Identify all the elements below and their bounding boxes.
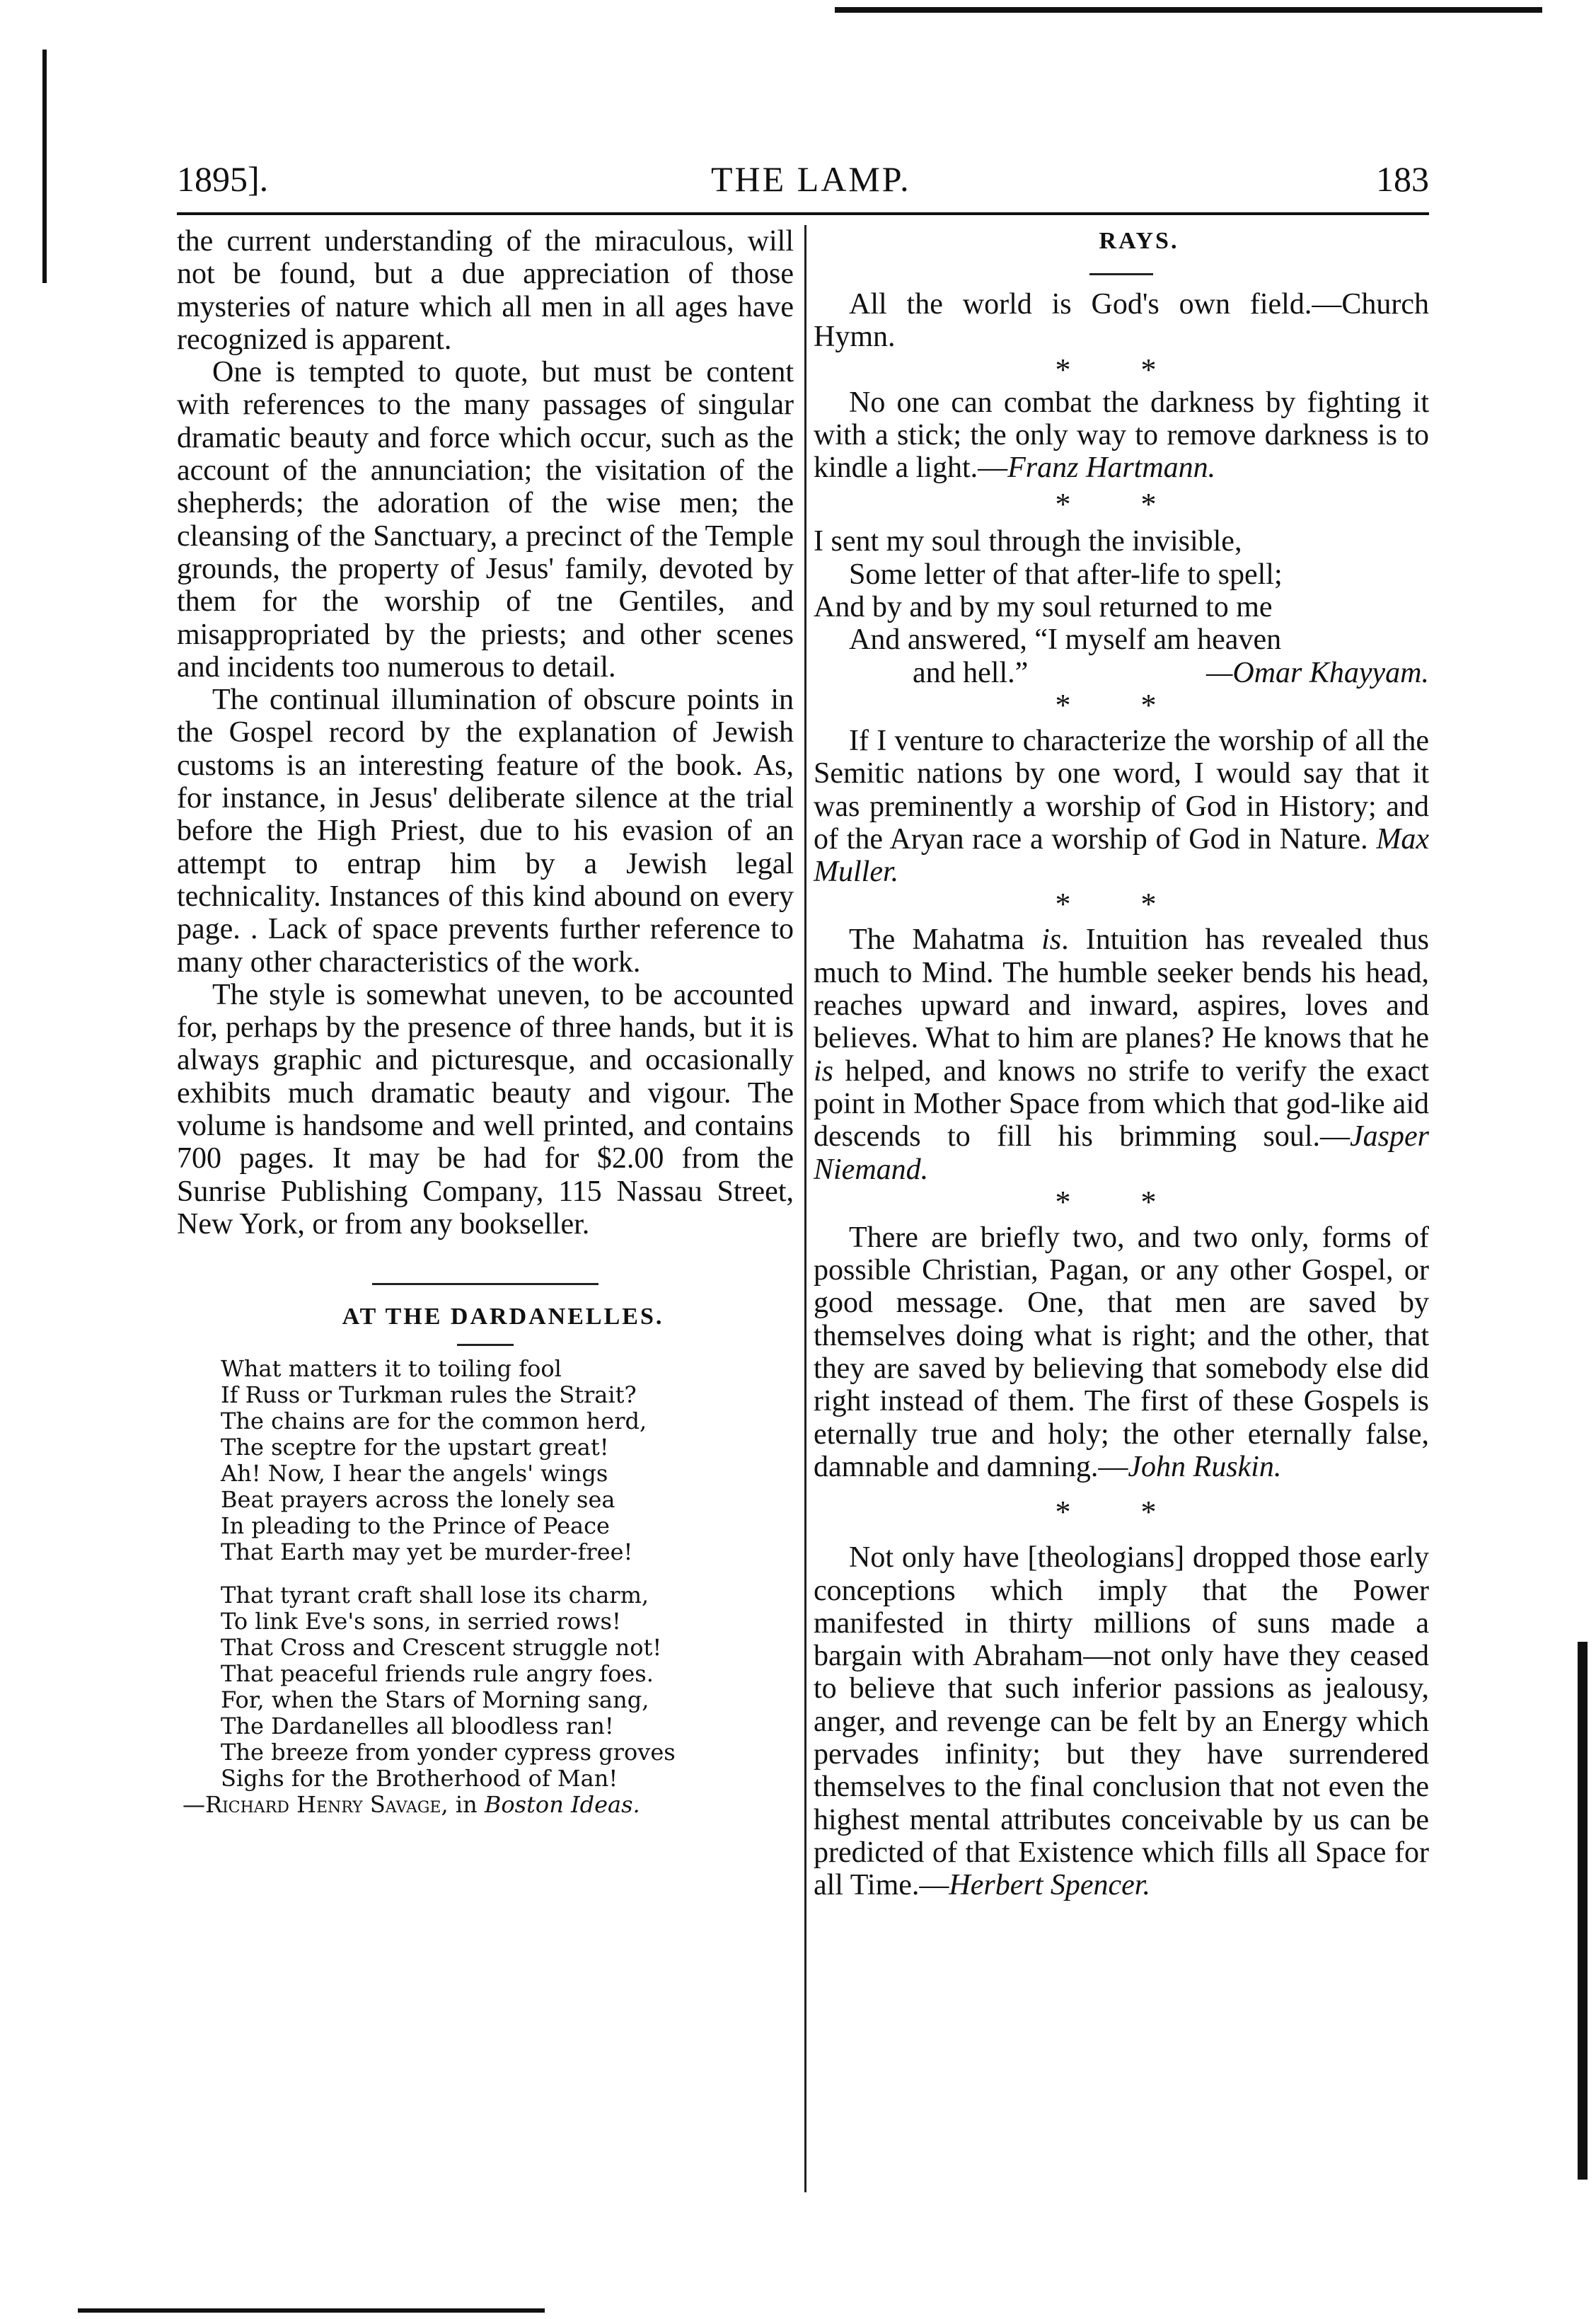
right-column: [814, 225, 1429, 1901]
column-divider: [804, 225, 806, 2192]
verse-line: I sent my soul through the invisible,: [814, 525, 1242, 558]
poem-line: Sighs for the Brotherhood of Man!: [221, 1764, 618, 1792]
review-paragraph-3: The continual illumination of obscure points in the Gospel record by the explanation of Jewish customs is an interesting feature of the book. As, for instance, in Jesus' deliberate silence at the trial before the High Priest, due to his evasion of an attempt to entrap him by a Jewish legal technicality. Instances of this kind abound on every page. . Lack of space prevents further reference to many other characteristics of the work.: [177, 684, 794, 979]
credit-in: , in: [441, 1790, 485, 1818]
review-paragraph-4: The style is somewhat uneven, to be accounted for, perhaps by the presence of three hands, but it is always graphic and picturesque, and occasionally exhibits much dramatic beauty and vigour. The volume is handsome and well printed, and contains 700 pages. It may be had for $2.00 from the Sunrise Publishing Company, 115 Nassau Street, New York, or from any bookseller.: [177, 978, 794, 1241]
running-header: [177, 154, 1429, 204]
scan-edge-bottom: [78, 2308, 545, 2313]
ray-7-text: Not only have [theologians] dropped those early conceptions which imply that the Power manifested in thirty millions of suns made a bargain with Abraham—not only have they ceased to believe that such inferior passions as jealousy, anger, and revenge can be felt by an Energy which pervades infinity; but they have surrendered themselves to the final conclusion that not even the highest mental attributes conceivable by us can be predicted of that Existence which fills all Space for all Time.—: [814, 1541, 1429, 1902]
poem-line: For, when the Stars of Morning sang,: [221, 1686, 649, 1713]
ray-6: [814, 1221, 1429, 1483]
ray-5-text-b: . Intuition has revealed thus much to Mind. The humble seeker bends his head, reaches upward and inward, aspires, loves and believes. What to him are planes? He knows that he: [814, 923, 1429, 1055]
poem-line: The sceptre for the upstart great!: [221, 1433, 609, 1461]
ray-3-attribution: —Omar Khayyam.: [1206, 656, 1429, 689]
ray-2-attribution: Franz Hartmann.: [1007, 451, 1216, 485]
credit-dash: —: [183, 1790, 205, 1818]
poem-line: If Russ or Turkman rules the Strait?: [221, 1381, 637, 1408]
ray-5-text-a: The Mahatma: [849, 923, 1042, 957]
ray-4: [814, 725, 1429, 888]
review-paragraph-2: One is tempted to quote, but must be content with references to the many passages of singular dramatic beauty and force which occur, such as the account of the annunciation; the visitation of the shepherds; the adoration of the wise men; the cleansing of the Sanctuary, a precinct of the Temple grounds, the property of Jesus' family, devoted by them for the worship of tne Gentiles, and misappropriated by the priests; and other scenes and incidents too numerous to detail.: [177, 356, 794, 684]
separator-stars: * *: [1055, 1495, 1188, 1530]
left-column: [177, 225, 794, 1818]
scan-edge-right: [1578, 1642, 1588, 2180]
poem-line: The Dardanelles all bloodless ran!: [221, 1712, 614, 1739]
verse-line: And answered, “I myself am heaven: [849, 623, 1282, 657]
poem-heading-rule: [457, 1344, 514, 1346]
poem-line: That peaceful friends rule angry foes.: [221, 1659, 654, 1687]
separator-stars: * *: [1055, 352, 1188, 387]
ray-4-text: If I venture to characterize the worship of all the Semitic nations by one word, I would say that it was preminently a worship of God in History; and of the Aryan race a worship of God in Nature.: [814, 724, 1429, 856]
poem-stanza-2: [177, 1582, 794, 1792]
poem-line: In pleading to the Prince of Peace: [221, 1512, 610, 1539]
poem-line: To link Eve's sons, in serried rows!: [221, 1607, 621, 1635]
verse-line-last: [814, 657, 1429, 689]
ray-2: [814, 386, 1429, 485]
ray-7: [814, 1541, 1429, 1901]
ray-5-text-c: helped, and knows no strife to verify the exact point in Mother Space from which that god-like aid descends to fill his brimming soul.—: [814, 1054, 1429, 1153]
poem-line: Ah! Now, I hear the angels' wings: [221, 1459, 608, 1487]
scan-edge-top: [835, 7, 1542, 13]
separator-stars: * *: [1055, 887, 1188, 922]
ray-2-text: No one can combat the darkness by fighting it with a stick; the only way to remove darkness is to kindle a light.—: [814, 386, 1429, 485]
poem-heading: AT THE DARDANELLES.: [342, 1304, 664, 1330]
ray-5-attribution: Jasper Niemand.: [814, 1120, 1429, 1186]
ray-5-emphasis: is: [1041, 923, 1062, 957]
ray-5: [814, 923, 1429, 1185]
ray-5-emphasis: is: [814, 1054, 834, 1088]
ray-3-verse: [814, 525, 1429, 689]
poem-source: Boston Ideas.: [484, 1790, 640, 1818]
review-paragraph-1: the current understanding of the miraculous, will not be found, but a due appreciation of those mysteries of nature which all men in all ages have recognized is apparent.: [177, 225, 794, 356]
ray-4-attribution: Max Muller.: [814, 822, 1430, 889]
poem-line: That Earth may yet be murder-free!: [221, 1538, 633, 1565]
page-number: 183: [1376, 159, 1429, 199]
ray-1: All the world is God's own field.—Church Hymn.: [814, 288, 1429, 354]
verse-line: Some letter of that after-life to spell;: [849, 558, 1283, 591]
poem-line: That tyrant craft shall lose its charm,: [221, 1581, 649, 1609]
rays-heading-rule: [1089, 273, 1153, 275]
poem-credit: [177, 1792, 794, 1818]
verse-line-text: and hell.”: [913, 656, 1029, 689]
verse-line: And by and by my soul returned to me: [814, 591, 1273, 624]
separator-stars: * *: [1055, 687, 1188, 723]
ray-7-attribution: Herbert Spencer.: [949, 1869, 1150, 1902]
separator-stars: * *: [1055, 1184, 1188, 1219]
poem-stanza-1: [177, 1356, 794, 1565]
separator-stars: * *: [1055, 487, 1188, 522]
header-title: THE LAMP.: [711, 159, 911, 199]
scan-edge-left: [42, 50, 47, 283]
ray-6-text: There are briefly two, and two only, forms of possible Christian, Pagan, or any other Gospel, or good message. One, that men are saved by themselves doing what is right; and the other, that they are saved by believing that somebody else did right instead of them. The first of these Gospels is eternally true and holy; the other eternally false, damnable and damning.—: [814, 1221, 1429, 1483]
poem-line: The breeze from yonder cypress groves: [221, 1738, 676, 1766]
header-year: 1895].: [177, 159, 269, 199]
poem-line: Beat prayers across the lonely sea: [221, 1485, 615, 1513]
poem-line: What matters it to toiling fool: [221, 1354, 562, 1382]
poem-line: That Cross and Crescent struggle not!: [221, 1633, 662, 1661]
ray-6-attribution: John Ruskin.: [1128, 1450, 1282, 1483]
header-rule: [177, 212, 1429, 215]
poem-author: Richard Henry Savage: [205, 1790, 441, 1818]
rays-heading: RAYS.: [1099, 228, 1179, 254]
poem-line: The chains are for the common herd,: [221, 1407, 647, 1434]
